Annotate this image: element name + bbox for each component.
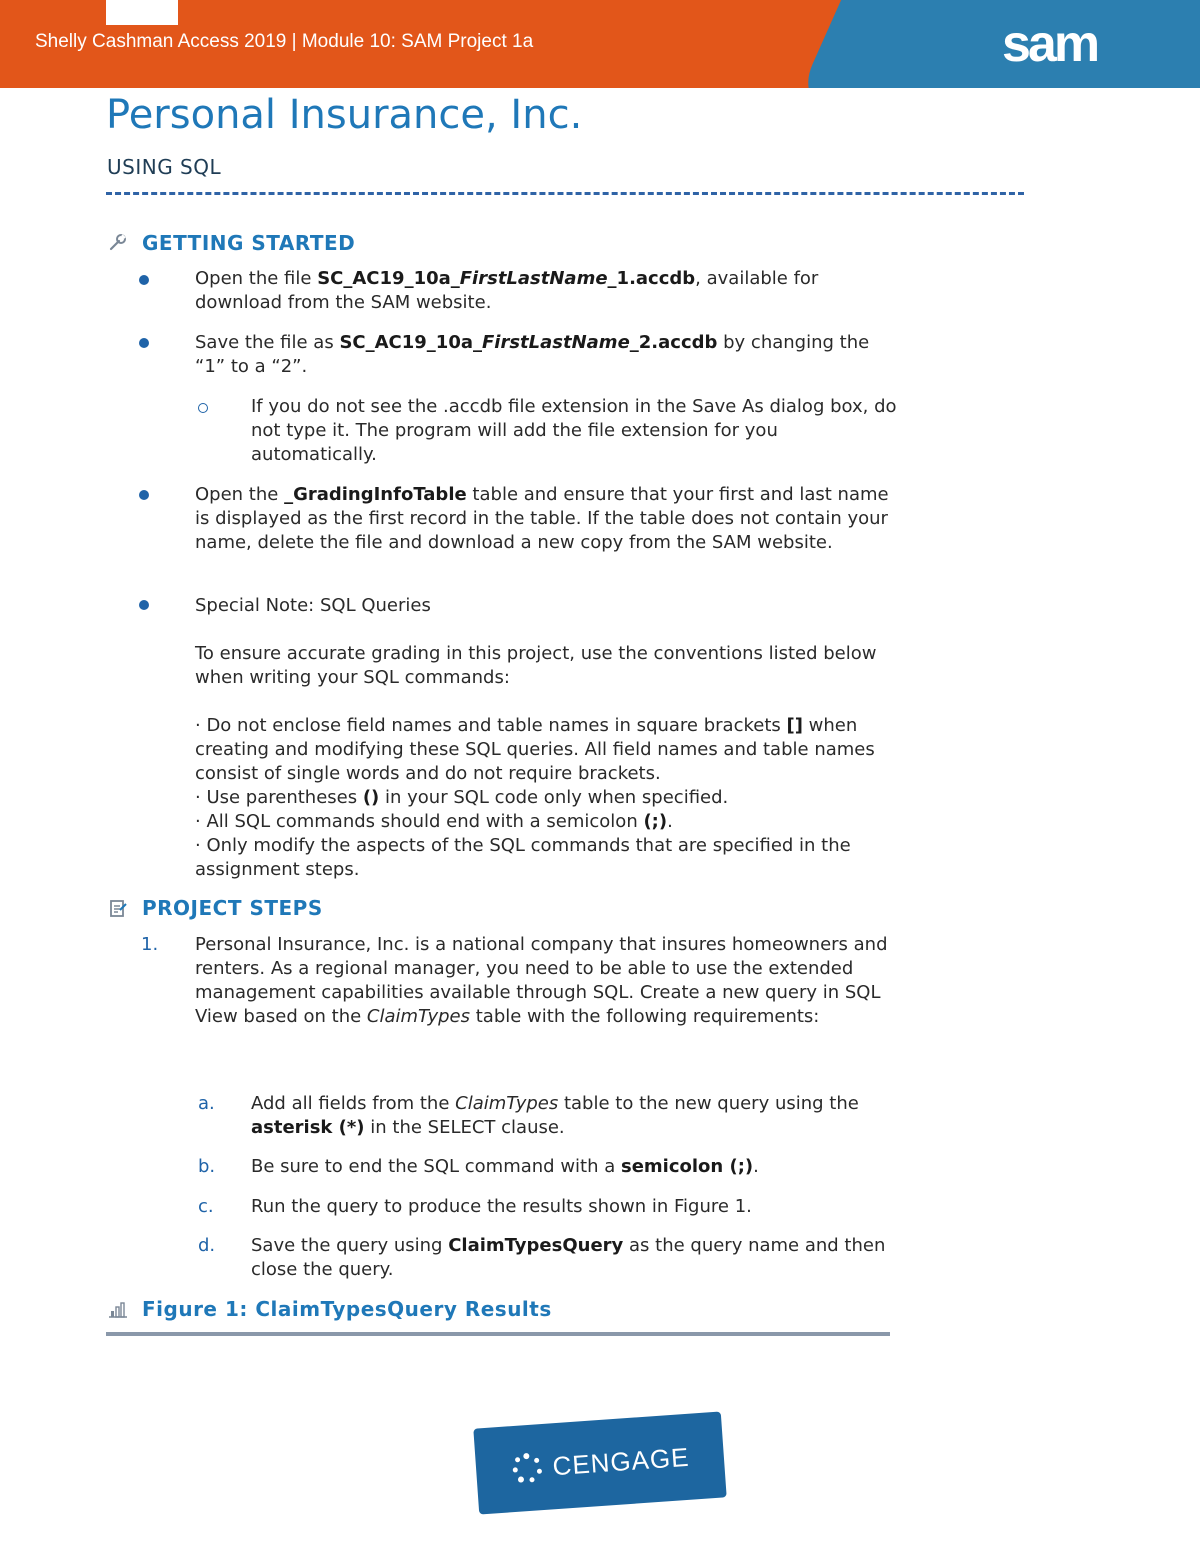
table-name: _GradingInfoTable xyxy=(284,484,467,505)
project-steps-heading xyxy=(106,893,323,923)
text-run: Be sure to end the SQL command with a xyxy=(251,1156,621,1177)
text-run: when creating and modifying these SQL queries. All field names and table names consist of single words and do not require brackets. xyxy=(195,715,875,784)
sub-step-text xyxy=(251,1155,901,1179)
step-text xyxy=(195,933,895,1029)
sql-conventions xyxy=(195,714,895,882)
text-run: , available for download from the SAM website. xyxy=(195,268,819,313)
convention-rule xyxy=(195,810,895,834)
list-item xyxy=(195,267,895,315)
text-run: table to the new query using the xyxy=(558,1093,859,1114)
text-run: Add all fields from the xyxy=(251,1093,456,1114)
file-name-part: _1.accdb xyxy=(607,268,696,289)
sub-step-marker: b. xyxy=(198,1156,216,1177)
list-sub-item: If you do not see the .accdb file extension in the Save As dialog box, do not type it. The program will add the file extension for you automatically. xyxy=(251,396,897,465)
list-item xyxy=(195,483,895,555)
emphasis: asterisk (*) xyxy=(251,1117,365,1138)
file-name-part: SC_AC19_10a_ xyxy=(339,332,482,353)
sub-step-marker: c. xyxy=(198,1196,214,1217)
text-run: · All SQL commands should end with a semicolon xyxy=(195,811,644,832)
step-number: 1. xyxy=(141,934,159,955)
bullet-marker xyxy=(139,338,149,348)
text-run: . xyxy=(753,1156,759,1177)
clipboard-icon xyxy=(106,896,130,920)
list-item xyxy=(195,331,895,379)
figure-caption-text: Figure 1: ClaimTypesQuery Results xyxy=(142,1297,552,1321)
text-run: in your SQL code only when specified. xyxy=(379,787,729,808)
sub-bullet-marker xyxy=(198,403,208,413)
convention-rule xyxy=(195,786,895,810)
emphasis: semicolon (;) xyxy=(620,1156,754,1177)
page-title: Personal Insurance, Inc. xyxy=(106,92,583,138)
cengage-logo-text: CENGAGE xyxy=(551,1441,691,1481)
text-run: Open the file xyxy=(195,268,318,289)
text-run: by changing the “1” to a “2”. xyxy=(195,332,870,377)
sub-step-text xyxy=(251,1234,901,1282)
text-run: as the query name and then close the query. xyxy=(251,1235,886,1280)
getting-started-heading xyxy=(106,228,355,258)
header-title: Shelly Cashman Access 2019 | Module 10: SAM Project 1a xyxy=(35,31,534,52)
file-name-part: _2.accdb xyxy=(629,332,718,353)
text-run: . xyxy=(667,811,673,832)
table-name: ClaimTypes xyxy=(455,1093,559,1114)
text-run: in the SELECT clause. xyxy=(364,1117,565,1138)
text-run: Save the query using xyxy=(251,1235,449,1256)
convention-rule: · Only modify the aspects of the SQL commands that are specified in the assignment steps. xyxy=(195,835,851,880)
figure-divider xyxy=(106,1332,890,1336)
figure-caption xyxy=(106,1294,552,1324)
table-name: ClaimTypes xyxy=(366,1006,471,1027)
chart-icon xyxy=(106,1297,130,1321)
cengage-logo xyxy=(473,1411,726,1514)
bullet-marker xyxy=(139,490,149,500)
text-run: · Use parentheses xyxy=(195,787,363,808)
file-name xyxy=(339,332,717,353)
cengage-mark-icon xyxy=(510,1450,546,1486)
code-token: () xyxy=(362,787,380,808)
bullet-marker xyxy=(139,600,149,610)
text-run: Open the xyxy=(195,484,285,505)
sub-step-text xyxy=(251,1092,901,1140)
special-note-title: Special Note: SQL Queries xyxy=(195,595,431,616)
special-note-intro: To ensure accurate grading in this project, use the conventions listed below when writing your SQL commands: xyxy=(195,643,877,688)
text-run: · Do not enclose field names and table names in square brackets xyxy=(195,715,787,736)
bullet-marker xyxy=(139,275,149,285)
file-name-part: FirstLastName xyxy=(459,268,608,289)
title-divider xyxy=(106,192,1024,195)
sam-logo-text: sam xyxy=(1002,15,1098,73)
sub-step-marker: d. xyxy=(198,1235,216,1256)
code-token: (;) xyxy=(643,811,668,832)
text-run: table with the following requirements: xyxy=(470,1006,820,1027)
header-band xyxy=(0,0,1200,88)
sam-logo xyxy=(1002,14,1097,74)
file-name-part: SC_AC19_10a_ xyxy=(317,268,460,289)
code-token: [] xyxy=(786,715,803,736)
file-name-part: FirstLastName xyxy=(482,332,630,353)
convention-rule xyxy=(195,714,895,786)
brand-panel xyxy=(792,0,1200,88)
wrench-icon xyxy=(106,231,130,255)
text-run: table and ensure that your first and last name is displayed as the first record in the table. If the table does not contain your name, delete the file and download a new copy from the SAM website. xyxy=(195,484,889,553)
sub-step-text: Run the query to produce the results shown in Figure 1. xyxy=(251,1196,752,1217)
section-label: PROJECT STEPS xyxy=(142,896,323,920)
page-subtitle: USING SQL xyxy=(107,155,222,179)
text-run: Save the file as xyxy=(195,332,340,353)
file-name xyxy=(317,268,695,289)
emphasis: ClaimTypesQuery xyxy=(448,1235,624,1256)
header-tab xyxy=(106,0,178,25)
sub-step-marker: a. xyxy=(198,1093,215,1114)
text-run: Personal Insurance, Inc. is a national company that insures homeowners and renters. As a regional manager, you need to be able to use the extended management capabilities available through SQL. Create a new query in SQL View based on the xyxy=(195,934,888,1027)
section-label: GETTING STARTED xyxy=(142,231,356,255)
